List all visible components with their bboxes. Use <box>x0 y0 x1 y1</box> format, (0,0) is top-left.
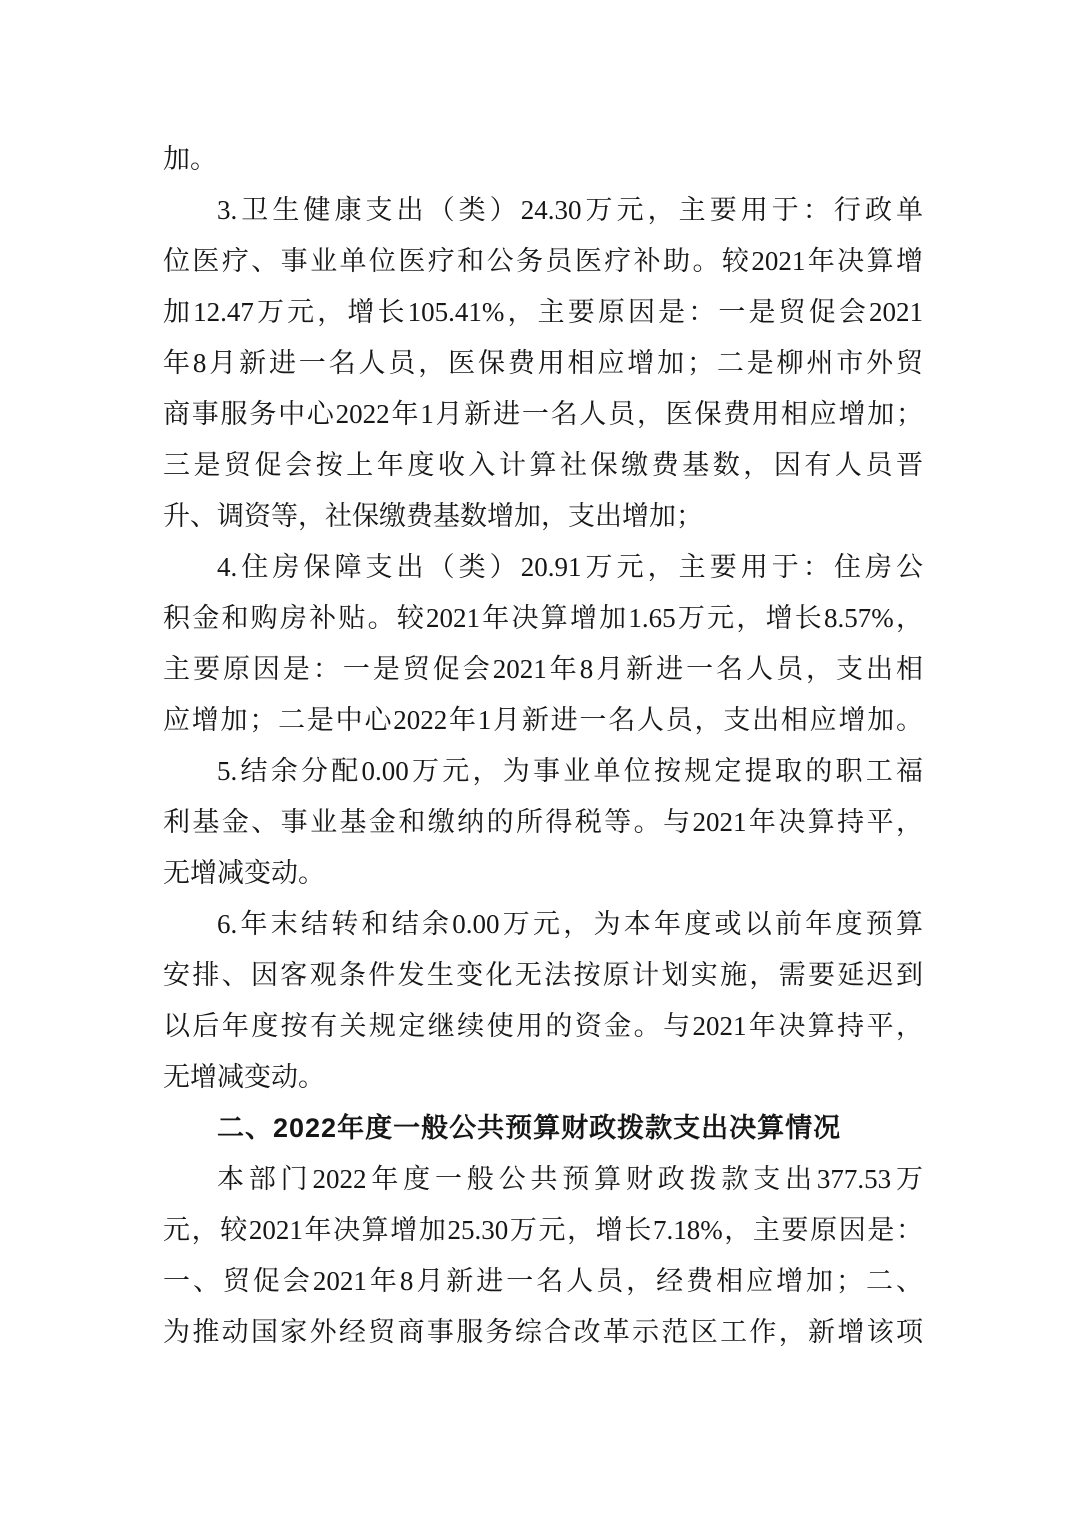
text-line: 以后年度按有关规定继续使用的资金。与2021年决算持平， <box>163 1011 923 1041</box>
text-line: 4.住房保障支出（类）20.91万元，主要用于：住房公 <box>217 552 923 582</box>
document-body <box>163 134 923 1358</box>
text-line: 无增减变动。 <box>163 858 325 888</box>
text-line: 三是贸促会按上年度收入计算社保缴费基数，因有人员晋 <box>163 450 923 480</box>
text-line: 加12.47万元，增长105.41%，主要原因是：一是贸促会2021 <box>163 297 923 327</box>
text-line: 主要原因是：一是贸促会2021年8月新进一名人员，支出相 <box>163 654 923 684</box>
text-line: 本部门2022年度一般公共预算财政拨款支出377.53万 <box>217 1164 923 1194</box>
text-line: 商事服务中心2022年1月新进一名人员，医保费用相应增加； <box>163 399 923 429</box>
text-line: 无增减变动。 <box>163 1062 325 1092</box>
text-line: 3.卫生健康支出（类）24.30万元，主要用于：行政单 <box>217 195 923 225</box>
text-line: 安排、因客观条件发生变化无法按原计划实施，需要延迟到 <box>163 960 923 990</box>
text-line: 利基金、事业基金和缴纳的所得税等。与2021年决算持平， <box>163 807 923 837</box>
text-line: 元，较2021年决算增加25.30万元，增长7.18%，主要原因是： <box>163 1215 923 1245</box>
text-line: 5.结余分配0.00万元，为事业单位按规定提取的职工福 <box>217 756 923 786</box>
section-heading: 二、2022年度一般公共预算财政拨款支出决算情况 <box>217 1113 842 1143</box>
text-line: 6.年末结转和结余0.00万元，为本年度或以前年度预算 <box>217 909 923 939</box>
text-line: 积金和购房补贴。较2021年决算增加1.65万元，增长8.57%， <box>163 603 923 633</box>
text-line: 为推动国家外经贸商事服务综合改革示范区工作，新增该项 <box>163 1317 923 1347</box>
text-line: 升、调资等，社保缴费基数增加，支出增加； <box>163 501 703 531</box>
text-line: 应增加；二是中心2022年1月新进一名人员，支出相应增加。 <box>163 705 923 735</box>
text-line: 年8月新进一名人员，医保费用相应增加；二是柳州市外贸 <box>163 348 923 378</box>
text-line: 加。 <box>163 144 217 174</box>
text-line: 一、贸促会2021年8月新进一名人员，经费相应增加；二、 <box>163 1266 923 1296</box>
text-line: 位医疗、事业单位医疗和公务员医疗补助。较2021年决算增 <box>163 246 923 276</box>
